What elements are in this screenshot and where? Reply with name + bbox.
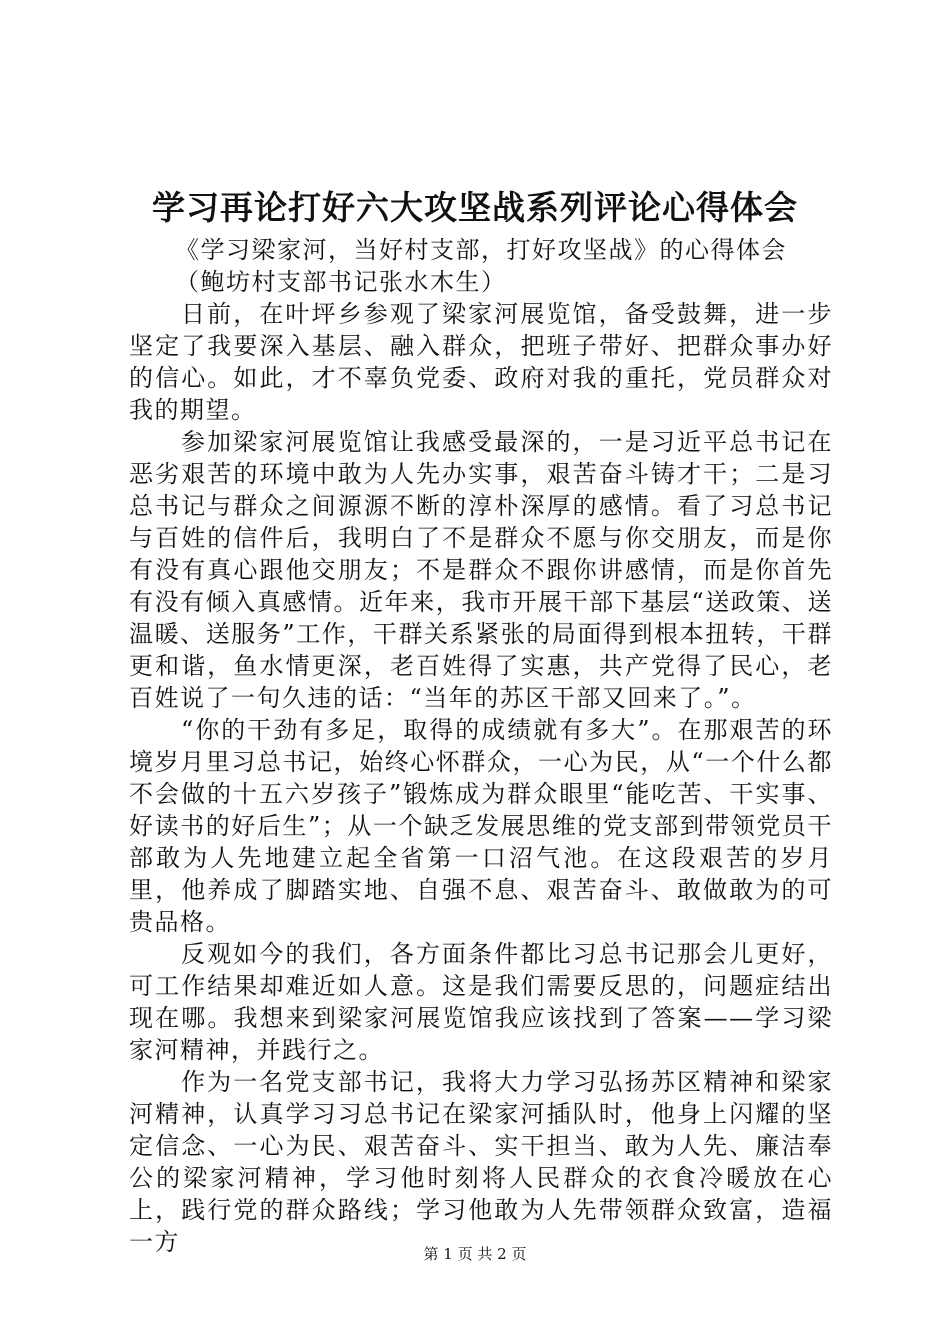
author-line: （鲍坊村支部书记张水木生） <box>175 268 507 296</box>
paragraph: 日前，在叶坪乡参观了梁家河展览馆，备受鼓舞，进一步坚定了我要深入基层、融入群众，把班子带好、把群众事办好的信心。如此，才不辜负党委、政府对我的重托，党员群众对我的期望。 <box>129 300 833 424</box>
paragraph: 反观如今的我们，各方面条件都比习总书记那会儿更好，可工作结果却难近如人意。这是我们需要反思的，问题症结出现在哪。我想来到梁家河展览馆我应该找到了答案——学习梁家河精神，并践行之。 <box>129 940 833 1064</box>
paragraph: 参加梁家河展览馆让我感受最深的，一是习近平总书记在恶劣艰苦的环境中敢为人先办实事，艰苦奋斗铸才干；二是习总书记与群众之间源源不断的淳朴深厚的感情。看了习总书记与百姓的信件后，我明白了不是群众不愿与你交朋友，而是你有没有真心跟他交朋友；不是群众不跟你讲感情，而是你首先有没有倾入真感情。近年来，我市开展干部下基层“送政策、送温暖、送服务”工作，干群关系紧张的局面得到根本扭转，干群更和谐，鱼水情更深，老百姓得了实惠，共产党得了民心，老百姓说了一句久违的话：“当年的苏区干部又回来了。”。 <box>129 428 833 712</box>
paragraph: 作为一名党支部书记，我将大力学习弘扬苏区精神和梁家河精神，认真学习习总书记在梁家河插队时，他身上闪耀的坚定信念、一心为民、艰苦奋斗、实干担当、敢为人先、廉洁奉公的梁家河精神，学习他时刻将人民群众的衣食冷暖放在心上，践行党的群众路线；学习他敢为人先带领群众致富，造福一方 <box>129 1068 833 1256</box>
subtitle-line: 《学习梁家河，当好村支部，打好攻坚战》的心得体会 <box>175 236 787 264</box>
page-footer: 第 1 页 共 2 页 <box>423 1245 527 1263</box>
paragraph: “你的干劲有多足，取得的成绩就有多大”。在那艰苦的环境岁月里习总书记，始终心怀群众，一心为民，从“一个什么都不会做的十五六岁孩子”锻炼成为群众眼里“能吃苦、干实事、好读书的好后生”；从一个缺乏发展思维的党支部到带领党员干部敢为人先地建立起全省第一口沼气池。在这段艰苦的岁月里，他养成了脚踏实地、自强不息、艰苦奋斗、敢做敢为的可贵品格。 <box>129 716 833 936</box>
document-body <box>129 234 833 1258</box>
document-title: 学习再论打好六大攻坚战系列评论心得体会 <box>152 188 798 227</box>
